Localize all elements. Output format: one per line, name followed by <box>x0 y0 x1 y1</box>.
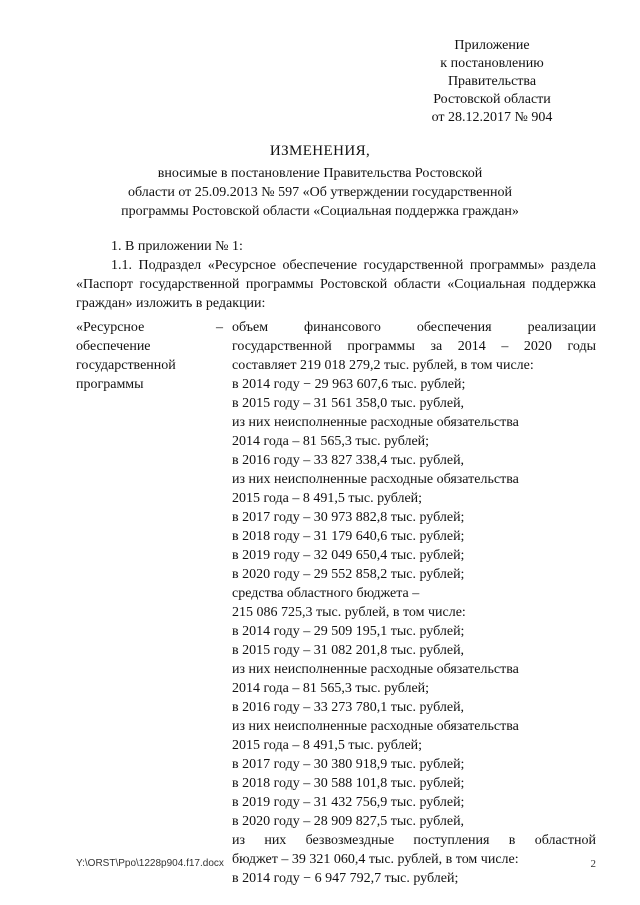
content-line: в 2017 году – 30 380 918,9 тыс. рублей; <box>232 757 465 772</box>
subtitle-line: программы Ростовской области «Социальная поддержка граждан» <box>121 204 519 219</box>
appendix-line: Ростовской области <box>433 92 551 107</box>
content-line: объем финансового обеспечения реализации <box>232 320 596 335</box>
content-line: в 2017 году – 30 973 882,8 тыс. рублей; <box>232 510 465 525</box>
content-line: 2014 года – 81 565,3 тыс. рублей; <box>232 681 430 696</box>
file-path: Y:\ORST\Ppo\1228p904.f17.docx <box>76 858 224 869</box>
content-line: из них безвозмездные поступления в областной <box>232 833 596 848</box>
appendix-line: Правительства <box>447 74 537 89</box>
label-line: программы <box>76 377 144 392</box>
document-title: ИЗМЕНЕНИЯ, <box>269 143 371 159</box>
content-line: бюджет – 39 321 060,4 тыс. рублей, в том числе: <box>232 852 519 867</box>
content-line: 2015 года – 8 491,5 тыс. рублей; <box>232 491 423 506</box>
content-line: 215 086 725,3 тыс. рублей, в том числе: <box>232 605 466 620</box>
content-line: в 2014 году – 29 509 195,1 тыс. рублей; <box>232 624 465 639</box>
content-line: из них неисполненные расходные обязательства <box>232 472 519 487</box>
content-line: в 2014 году − 6 947 792,7 тыс. рублей; <box>232 871 459 886</box>
label-line: обеспечение <box>76 339 151 354</box>
page-number: 2 <box>590 858 596 870</box>
label-dash: – <box>216 320 223 335</box>
content-line: в 2016 году – 33 827 338,4 тыс. рублей, <box>232 453 465 468</box>
content-line: в 2020 году – 29 552 858,2 тыс. рублей; <box>232 567 465 582</box>
subtitle-line: вносимые в постановление Правительства Ростовской <box>157 166 483 181</box>
paragraph-1: 1. В приложении № 1: <box>111 239 243 254</box>
content-line: 2014 года – 81 565,3 тыс. рублей; <box>232 434 430 449</box>
content-line: в 2015 году – 31 082 201,8 тыс. рублей, <box>232 643 465 658</box>
resource-content <box>232 318 596 888</box>
document-subtitle <box>80 164 560 221</box>
content-line: в 2019 году – 32 049 650,4 тыс. рублей; <box>232 548 465 563</box>
content-line: составляет 219 018 279,2 тыс. рублей, в том числе: <box>232 358 534 373</box>
label-line: государственной <box>76 358 176 373</box>
content-line: в 2018 году – 30 588 101,8 тыс. рублей; <box>232 776 465 791</box>
content-line: государственной программы за 2014 – 2020 годы <box>232 339 596 354</box>
appendix-line: Приложение <box>454 38 530 53</box>
content-line: из них неисполненные расходные обязательства <box>232 719 519 734</box>
content-line: в 2020 году – 28 909 827,5 тыс. рублей, <box>232 814 465 829</box>
resource-label <box>76 318 226 394</box>
appendix-line: от 28.12.2017 № 904 <box>431 110 553 125</box>
content-line: в 2015 году – 31 561 358,0 тыс. рублей, <box>232 396 465 411</box>
content-line: 2015 года – 8 491,5 тыс. рублей; <box>232 738 423 753</box>
appendix-line: к постановлению <box>440 56 544 71</box>
label-line: «Ресурсное <box>76 320 145 335</box>
content-line: из них неисполненные расходные обязательства <box>232 415 519 430</box>
content-line: в 2018 году – 31 179 640,6 тыс. рублей; <box>232 529 465 544</box>
content-line: в 2019 году – 31 432 756,9 тыс. рублей; <box>232 795 465 810</box>
content-line: в 2014 году − 29 963 607,6 тыс. рублей; <box>232 377 466 392</box>
content-line: в 2016 году – 33 273 780,1 тыс. рублей, <box>232 700 465 715</box>
appendix-header <box>392 37 592 127</box>
content-line: из них неисполненные расходные обязательства <box>232 662 519 677</box>
subtitle-line: области от 25.09.2013 № 597 «Об утверждении государственной <box>128 185 512 200</box>
paragraph-1-1: 1.1. Подраздел «Ресурсное обеспечение государственной программы» раздела «Паспорт государственной программы Ростовской области «Социальная поддержка граждан» изложить в редакции: <box>76 258 596 311</box>
content-line: средства областного бюджета – <box>232 586 420 601</box>
